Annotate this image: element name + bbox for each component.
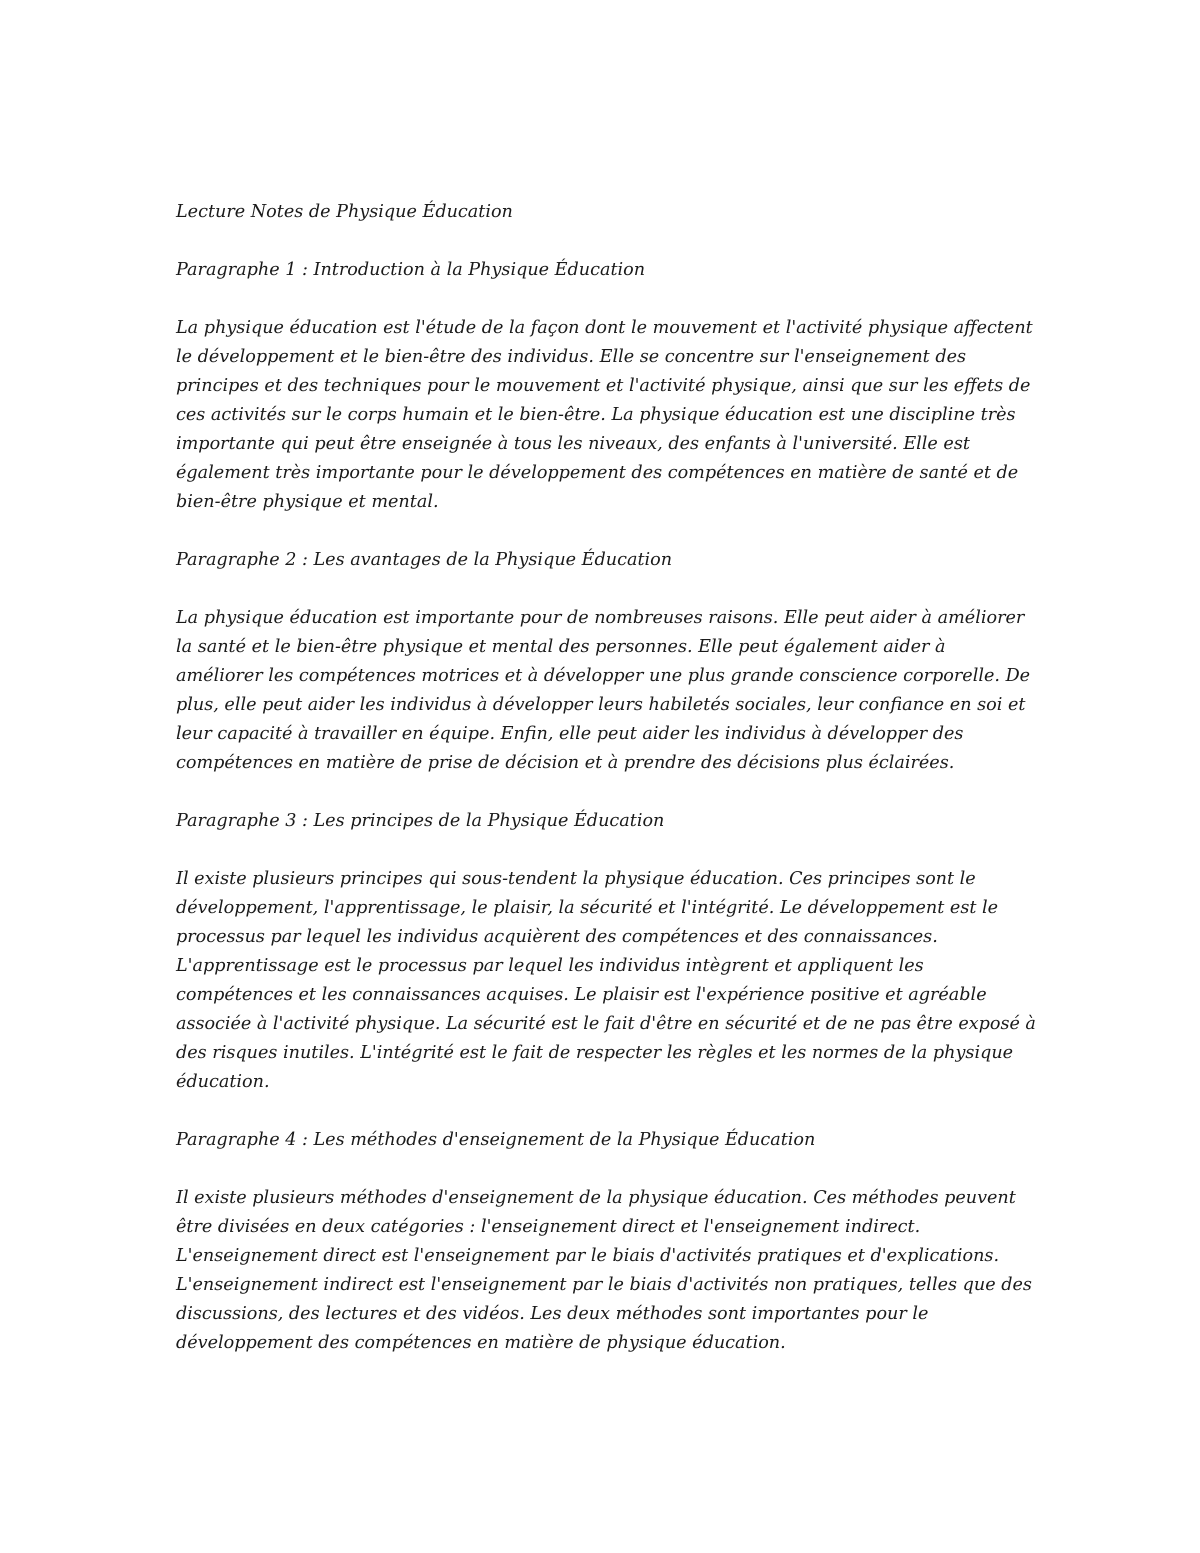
paragraph-line: L'enseignement direct est l'enseignement par le biais d'activités pratiques et d'explications. <box>176 1246 1000 1266</box>
section-paragraph <box>176 865 1036 1097</box>
paragraph-line: principes et des techniques pour le mouvement et l'activité physique, ainsi que sur les effets de <box>176 376 1031 396</box>
section-paragraph <box>176 314 1033 517</box>
paragraph-line: leur capacité à travailler en équipe. Enfin, elle peut aider les individus à développer des <box>176 724 964 744</box>
document-sections <box>176 256 1036 1358</box>
paragraph-line: La physique éducation est importante pour de nombreuses raisons. Elle peut aider à améliorer <box>176 608 1025 628</box>
paragraph-line: discussions, des lectures et des vidéos. Les deux méthodes sont importantes pour le <box>176 1304 929 1324</box>
paragraph-line: Il existe plusieurs principes qui sous-tendent la physique éducation. Ces principes sont le <box>176 869 976 889</box>
paragraph-line: bien-être physique et mental. <box>176 492 439 512</box>
paragraph-line: compétences en matière de prise de décision et à prendre des décisions plus éclairées. <box>176 753 955 773</box>
paragraph-line: développement des compétences en matière de physique éducation. <box>176 1333 786 1353</box>
paragraph-line: développement, l'apprentissage, le plaisir, la sécurité et l'intégrité. Le développement est le <box>176 898 999 918</box>
document-title: Lecture Notes de Physique Éducation <box>176 202 513 222</box>
paragraph-line: L'enseignement indirect est l'enseignement par le biais d'activités non pratiques, telles que des <box>176 1275 1032 1295</box>
section-heading: Paragraphe 1 : Introduction à la Physique Éducation <box>176 260 646 280</box>
paragraph-line: le développement et le bien-être des individus. Elle se concentre sur l'enseignement des <box>176 347 967 367</box>
paragraph-line: ces activités sur le corps humain et le bien-être. La physique éducation est une discipline très <box>176 405 1016 425</box>
paragraph-line: la santé et le bien-être physique et mental des personnes. Elle peut également aider à <box>176 637 946 657</box>
paragraph-line: compétences et les connaissances acquises. Le plaisir est l'expérience positive et agréable <box>176 985 987 1005</box>
paragraph-line: importante qui peut être enseignée à tous les niveaux, des enfants à l'université. Elle est <box>176 434 970 454</box>
paragraph-line: également très importante pour le développement des compétences en matière de santé et de <box>176 463 1019 483</box>
paragraph-line: La physique éducation est l'étude de la façon dont le mouvement et l'activité physique affectent <box>176 318 1033 338</box>
paragraph-line: améliorer les compétences motrices et à développer une plus grande conscience corporelle. De <box>176 666 1031 686</box>
paragraph-line: L'apprentissage est le processus par lequel les individus intègrent et appliquent les <box>176 956 924 976</box>
document-page <box>176 198 1036 1387</box>
paragraph-line: processus par lequel les individus acquièrent des compétences et des connaissances. <box>176 927 938 947</box>
paragraph-line: éducation. <box>176 1072 270 1092</box>
paragraph-line: Il existe plusieurs méthodes d'enseignement de la physique éducation. Ces méthodes peuvent <box>176 1188 1016 1208</box>
section-paragraph <box>176 1184 1032 1358</box>
paragraph-line: des risques inutiles. L'intégrité est le fait de respecter les règles et les normes de la physique <box>176 1043 1014 1063</box>
paragraph-line: associée à l'activité physique. La sécurité est le fait d'être en sécurité et de ne pas être exposé à <box>176 1014 1036 1034</box>
section-paragraph <box>176 604 1031 778</box>
section-heading: Paragraphe 2 : Les avantages de la Physique Éducation <box>176 550 673 570</box>
section-heading: Paragraphe 3 : Les principes de la Physique Éducation <box>176 811 665 831</box>
paragraph-line: être divisées en deux catégories : l'enseignement direct et l'enseignement indirect. <box>176 1217 921 1237</box>
paragraph-line: plus, elle peut aider les individus à développer leurs habiletés sociales, leur confiance en soi et <box>176 695 1026 715</box>
section-heading: Paragraphe 4 : Les méthodes d'enseignement de la Physique Éducation <box>176 1130 816 1150</box>
